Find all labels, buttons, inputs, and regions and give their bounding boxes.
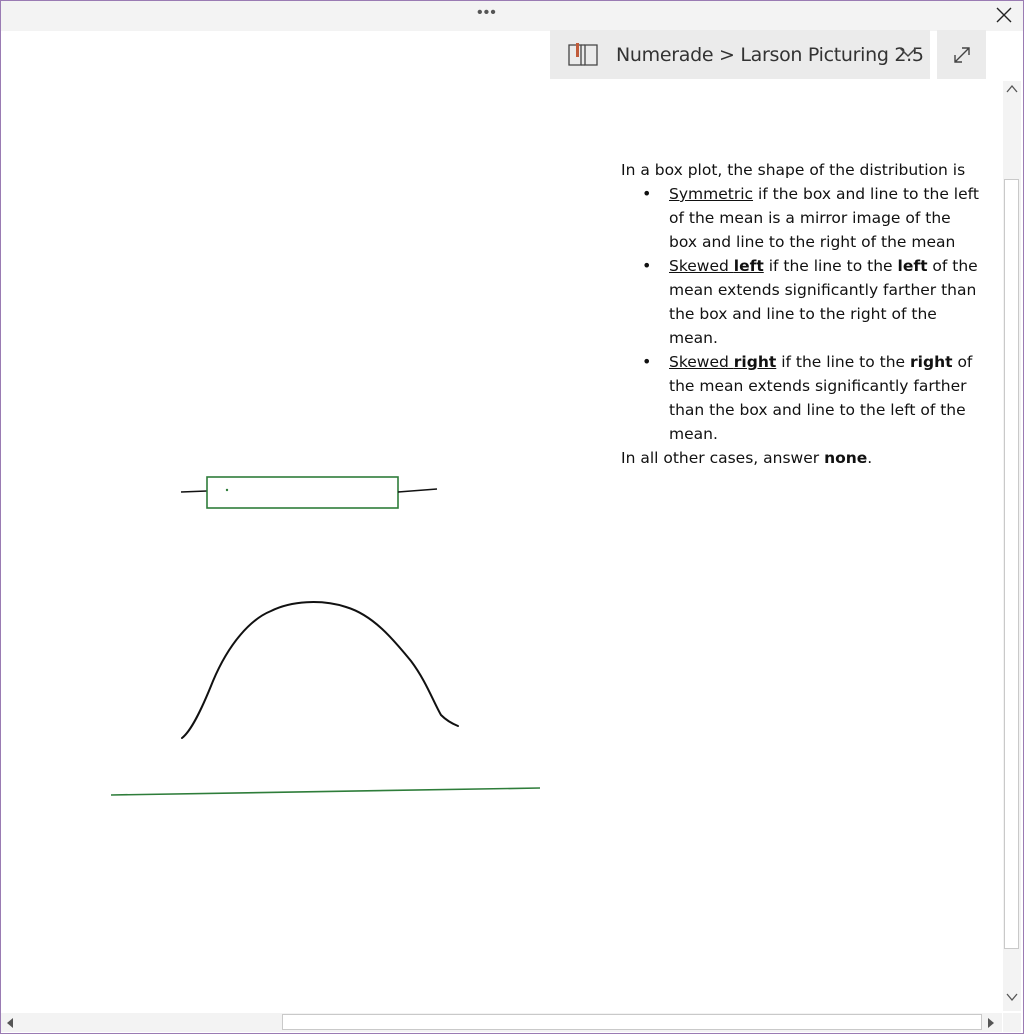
item-text: if the box and line to the left of the mean is a mirror image of the box and line to the right of the mean [669,185,979,251]
list-item-skewed-right [669,350,981,446]
box-plot-box [207,477,398,508]
term-text: Skewed [669,257,734,275]
box-plot-mean-dot [226,489,228,491]
term-text: Skewed [669,353,734,371]
item-bold: right [910,353,953,371]
item-text-continued: of the mean extends significantly farther than the box and line to the right of the mean. [669,257,978,347]
outro-bold: none [824,449,868,467]
scrollbar-corner [1003,1013,1021,1032]
window-grip[interactable]: ••• [477,4,497,21]
intro-text: In a box plot, the shape of the distribution is [621,161,966,179]
outro-text [621,446,981,470]
breadcrumb[interactable]: Numerade > Larson Picturing 2.5 [616,43,924,66]
term-bold: right [733,353,777,371]
item-text: if the line to the [763,257,898,275]
vertical-scrollbar[interactable] [1003,81,1021,1011]
scroll-left-icon[interactable] [5,1017,15,1029]
item-text-continued: of the mean extends significantly farther than the box and line to the left of the mean. [669,353,973,443]
item-bold: left [897,257,928,275]
outro-suffix: . [867,449,873,467]
scroll-right-icon[interactable] [986,1017,996,1029]
shape-list [621,182,981,446]
baseline-line [111,788,540,795]
horizontal-scrollbar[interactable] [1,1013,1002,1032]
list-item-skewed-left [669,254,981,350]
ink-drawing-canvas[interactable] [1,1,1001,1011]
scroll-up-icon[interactable] [1006,84,1018,94]
item-text: if the line to the [776,353,911,371]
term-skewed-left [669,257,764,275]
vertical-scroll-thumb[interactable] [1004,179,1019,949]
note-content[interactable] [621,158,981,470]
box-plot-right-whisker [398,489,437,492]
distribution-curve [182,602,458,738]
term-symmetric: Symmetric [669,185,754,203]
box-plot-left-whisker [181,491,207,492]
outro-prefix: In all other cases, answer [621,449,825,467]
list-item-symmetric [669,182,981,254]
term-bold: left [733,257,764,275]
term-skewed-right [669,353,776,371]
horizontal-scroll-thumb[interactable] [282,1014,982,1030]
scroll-down-icon[interactable] [1006,992,1018,1002]
